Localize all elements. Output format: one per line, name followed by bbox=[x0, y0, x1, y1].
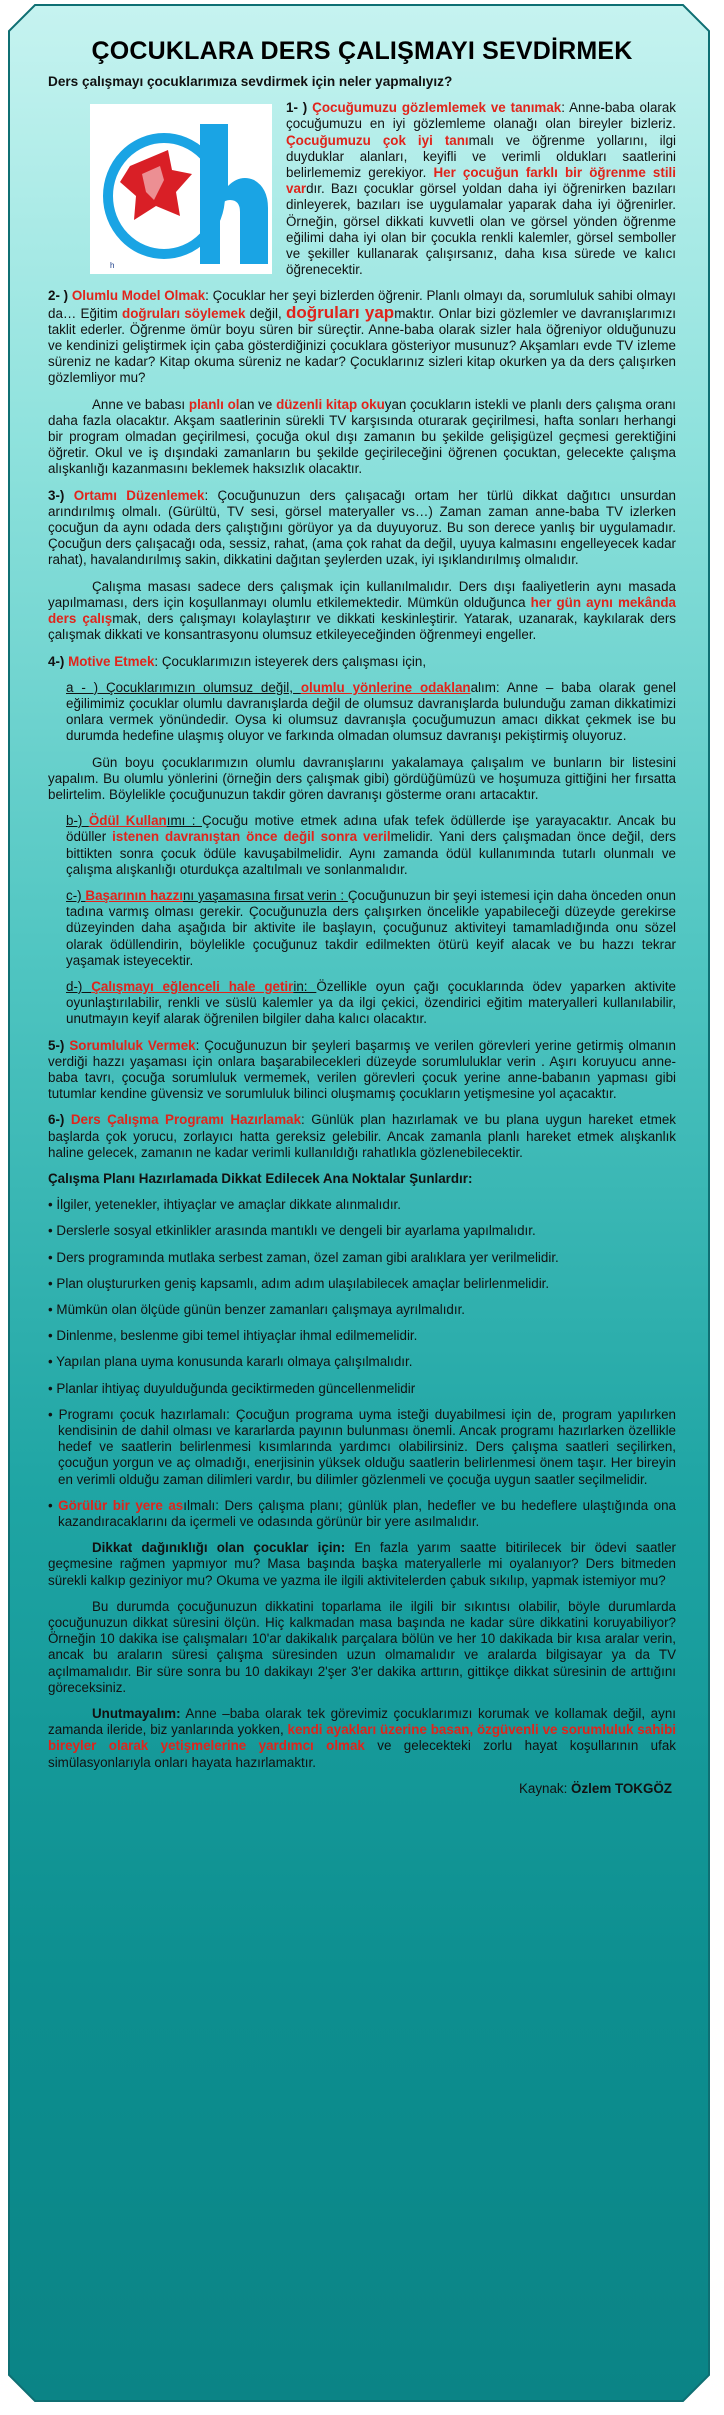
plan-item: • Derslerle sosyal etkinlikler arasında mantıklı ve dengeli bir ayarlama yapılmalıdır. bbox=[48, 1223, 536, 1239]
section-4a: a - ) Çocuklarımızın olumsuz değil, olumlu yönlerine odaklanalım: Anne – baba olarak genel eğilimimiz çocuklar olumlu davranışlarda değil de olumsuz davranışlarda bulunduğu zaman dikkatimizi onlara vermek yönündedir. Oysa ki olumsuz davranışla çocuğumuzun amacı dikkat çekmek ise bu durumda hedefine ulaşmış oluyor ve farkında olmadan olumsuz davranışı pekiştirmiş oluyoruz. bbox=[66, 679, 677, 744]
dikkat-paragraph-2: Bu durumda çocuğunuzun dikkatini toparlama ile ilgili bir sıkıntısı olabilir, böyle durumlarda çocuğunuzun dikkat süresini ölçün. Hiç kalkmadan masa başında ne kadar süre dikkatini koruyabiliyor? Örneğin 10 dakika ise çalışmaları 10'ar dakikalık parçalara bölün ve her 10 dakikada bir kısa aralar verin, ancak bu araların süresi çalışma süresinden uzun olmamalıdır ve aralarda bilgisayar ya da TV açılmamalıdır. Bir süre sonra bu 10 dakikayı 2'şer 3'er dakika arttırın, gittikçe dikkat süresinin de arttığını göreceksiniz. bbox=[48, 1598, 676, 1695]
plan-item: • Mümkün olan ölçüde günün benzer zamanları çalışmaya ayrılmalıdır. bbox=[48, 1302, 466, 1317]
unutma-paragraph: Unutmayalım: Anne –baba olarak tek görevimiz çocuklarımızı korumak ve kollamak değil, aynı zamanda ileride, biz yanlarında yokken, kendi ayakları üzerine basan, özgüvenli ve sorumluluk sahibi bireyler olarak yetişmelerine yardımcı olmak ve gelecekteki zorlu hayat koşullarının ufak simülasyonlarıyla onları hayata hazırlamaktır. bbox=[48, 1706, 676, 1770]
logo-text: h bbox=[110, 261, 115, 271]
section-4b: b-) Ödül Kullanımı : Çocuğu motive etmek adına ufak tefek ödüllerde işe yarayacaktır. Ancak bu ödüller istenen davranıştan önce değil sonra verilmelidir. Yani ders çalışmadan önce değil, ders bittikten sonra çocuk ödüle kavuşabilmelidir. Aynı zamanda ödül kullanımında tutarlı olunmalı ve çalışma alışkanlığı oturdukça azaltılmalı ve sonlanmalıdır. bbox=[66, 813, 676, 877]
section-3: 3-) Ortamı Düzenlemek: Çocuğunuzun ders çalışacağı ortam her türlü dikkat dağıtıcı unsurdan arındırılmış olmalı. (Gürültü, TV sesi, görsel materyaller vs…) Zaman zaman anne-baba TV izlerken çocuğun da aynı odada ders çalıştığını görüyor ya da duyuyoruz. Bu son derece yanlış bir uygulamadır. Çocuğun ders çalışacağı oda, sessiz, rahat, (ama çok rahat da değil, uyuya kalmasını engelleyecek kadar rahat), havalandırılmış sakin, dikkatini dağıtan şeylerden uzak, iyi ışıklandırılmış olmalıdır. bbox=[48, 487, 676, 568]
dikkat-paragraph: Dikkat dağınıklığı olan çocuklar için: En fazla yarım saatte bitirilecek bir ödevi saatler geçmesine rağmen yapmıyor mu? Masa başında başka materyallerle mi oyalanıyor? Ders bitmeden sürekli kalkıp geziniyor mu? Okuma ve yazma ile ilgili aktivitelerden çabuk sıkılıp, yapmak istemiyor mu? bbox=[48, 1540, 676, 1588]
plan-item: • İlgiler, yetenekler, ihtiyaçlar ve amaçlar dikkate alınmalıdır. bbox=[48, 1197, 402, 1213]
section-2-paragraph: Anne ve babası planlı olan ve düzenli kitap okuyan çocukların istekli ve planlı ders çalışma oranı daha fazla olacaktır. Akşam saatlerinin sürekli TV karşısında oturarak geçirilmesi, hafta sonları herhangi bir program olmadan geçirilmesi, çocuğa okul dışı zamanın bu şekilde gelişigüzel geçmesi gerektiğini öğretir. Okul ve iş dışındaki zamanların bu şekilde geçirileceğini öğrenen çocuktan, gelecekte çalışma alışkanlığı kazanmasını beklemek haksızlık olacaktır. bbox=[48, 396, 676, 477]
plan-item: • Ders programında mutlaka serbest zaman, özel zaman gibi aralıklara yer verilmelidir. bbox=[48, 1249, 559, 1265]
logo-graphic bbox=[90, 104, 272, 274]
section-4: 4-) Motive Etmek: Çocuklarımızın isteyerek ders çalışması için, bbox=[48, 653, 427, 669]
logo bbox=[90, 104, 272, 274]
plan-item: • Görülür bir yere asılmalı: Ders çalışma planı; günlük plan, hedefler ve bu hedeflere ulaştığında ona kazandıracaklarını da içermeli ve odasında görünür bir yere asılmalıdır. bbox=[48, 1497, 676, 1530]
section-4d: d-) Çalışmayı eğlenceli hale getirin: Özellikle oyun çağı çocuklarında ödev yaparken aktivite oyunlaştırılabilir, renkli ve süslü kalemler ya da ilgi çekici, özendirici eğitim materyalleri kullanılabilir, unutmayın keyif alarak öğrenilen bilgiler daha kalıcı olacaktır. bbox=[66, 978, 677, 1027]
source-credit: Kaynak: Özlem TOKGÖZ bbox=[518, 1780, 672, 1796]
plan-item: • Dinlenme, beslenme gibi temel ihtiyaçlar ihmal edilmemelidir. bbox=[48, 1328, 418, 1344]
section-5: 5-) Sorumluluk Vermek: Çocuğunuzun bir şeyleri başarmış ve verilen görevleri yerine getirmiş olmanın verdiği hazzı yaşaması için onlara başarabilecekleri düzeyde sorumluluklar verin . Aşırı koruyucu anne-baba tavrı, çocuğa sorumluluk vermemek, verilen görevleri çocuk yerine anne-babanın yapması gibi tutumlar kendine güvensiz ve sorumluluk bilinci oluşmamış çocukların yetişmesine yol açacaktır. bbox=[48, 1037, 677, 1102]
section-3-paragraph: Çalışma masası sadece ders çalışmak için kullanılmalıdır. Ders dışı faaliyetlerin aynı masada yapılmaması, ders için koşullanmayı olumlu etkilemektedir. Mümkün olduğunca her gün aynı mekânda ders çalışmak, ders çalışmayı kolaylaştırır ve dikkati keskinleştirir. Yatarak, uzanarak, kaykılarak ders çalışmak dikkati ve konsantrasyonu olumsuz etkileyeceğinden öğrenmeyi engeller. bbox=[48, 578, 677, 643]
page-title: ÇOCUKLARA DERS ÇALIŞMAYI SEVDİRMEK bbox=[91, 37, 633, 65]
section-2: 2- ) Olumlu Model Olmak: Çocuklar her şeyi bizlerden öğrenir. Planlı olmayı da, sorumluluk sahibi olmayı da… Eğitim doğruları söylemek değil, doğruları yapmaktır. Onlar bizi gözlemler ve davranışlarımızı taklit ederler. Öğrenme ömür boyu süren bir süreçtir. Anne-baba olarak sizler hala öğreniyor olduğunuzu ve kendinizi geliştirmek için çaba gösterdiğinizi çocuklara gösteriyor musunuz? Akşamları evde TV izleme süreniz ne kadar? Kitap okuma süreniz ne kadar? Çocuklarınız sizleri kitap okurken ya da ders çalışırken gözlemliyor mu? bbox=[48, 288, 677, 386]
section-1: 1- ) Çocuğumuzu gözlemlemek ve tanımak: Anne-baba olarak çocuğumuzu en iyi gözlemleme olanağı olan bireyler bizleriz. Çocuğumuzu çok iyi tanımalı ve öğrenme yollarını, ilgi duyduklar alanları, keyifli ve verimli oldukları saatlerini belirlememiz gerekiyor. Her çocuğun farklı bir öğrenme stili vardır. Bazı çocuklar görsel yoldan daha iyi öğrenirken bazıları dinleyerek, bazıları ise uygulamalar yaparak daha iyi öğrenirler. Örneğin, görsel dikkati kuvvetli olan ve görsel yönden öğrenme eğilimi daha iyi olan bir çocukla renkli kalemler, görsel semboller ve şekiller kullanarak çalışırsanız, daha kısa sürede ve kalıcı öğrenecektir. bbox=[286, 100, 676, 278]
article bbox=[48, 36, 676, 1797]
section-4c: c-) Başarının hazzını yaşamasına fırsat verin : Çocuğunuzun bir şeyi istemesi için daha önceden onun tadına varmış olması gerekir. Çocuğunuzla ders çalışırken öncelikle yapabileceği düzeyde gerekirse düzeyinden daha aşağıda bir aktivite ile başlayın, çocuğunuz aktiviteyi tamamladığında onu sözel olarak ödüllendirin, böylelikle çocuğunuz takdir edilmekten ötürü keyif alacak ve bu hazzı tekrar yaşamak isteyecektir. bbox=[66, 887, 676, 968]
plan-item: • Yapılan plana uyma konusunda kararlı olmaya çalışılmalıdır. bbox=[48, 1354, 413, 1370]
plan-heading: Çalışma Planı Hazırlamada Dikkat Edilecek Ana Noktalar Şunlardır: bbox=[48, 1170, 473, 1186]
page-subtitle: Ders çalışmayı çocuklarımıza sevdirmek için neler yapmalıyız? bbox=[48, 74, 453, 89]
plan-item: • Planlar ihtiyaç duyulduğunda geciktirmeden güncellenmelidir bbox=[48, 1380, 416, 1396]
plan-item: • Plan oluştururken geniş kapsamlı, adım adım ulaşılabilecek amaçlar belirlenmelidir. bbox=[48, 1275, 550, 1291]
plan-item: • Programı çocuk hazırlamalı: Çocuğun programa uyma isteği duyabilmesi için de, program yapılırken kendisinin de dahil olması ve kararlarda payının bulunması önemli. Ancak programı hazırlarken özellikle hedef ve saatlerin belirlenmesi kısımlarında yardımcı olabilirsiniz. Ders çalışma saatleri seçilirken, çocuğun yorgun ve aç olmadığı, enerjisinin yüksek olduğu saatlerin belirlenmesi önem taşır. Her bireyin en verimli olduğu zaman dilimleri vardır, bu dilimler gözlenmeli ve çocuğa uygun saatler seçilmelidir. bbox=[48, 1406, 676, 1487]
section-4-paragraph: Gün boyu çocuklarımızın olumlu davranışlarını yakalamaya çalışalım ve bunların bir listesini yapalım. Bu olumlu yönlerini (örneğin ders çalışmak gibi) gördüğümüzü ve hoşumuza gittiğini her fırsatta belirtelim. Böylelikle çocuğunuzun takdir gören davranışı gösterme oranı artacaktır. bbox=[48, 754, 676, 802]
section-6: 6-) Ders Çalışma Programı Hazırlamak: Günlük plan hazırlamak ve bu plana uygun hareket etmek başlarda çok yorucu, zorlayıcı hatta gereksiz gelebilir. Ancak zamanla planlı hareket etmek alışkanlık haline gelecek, zamanın ne kadar verimli kullanıldığı rahatlıkla gözlenebilecektir. bbox=[48, 1112, 676, 1160]
